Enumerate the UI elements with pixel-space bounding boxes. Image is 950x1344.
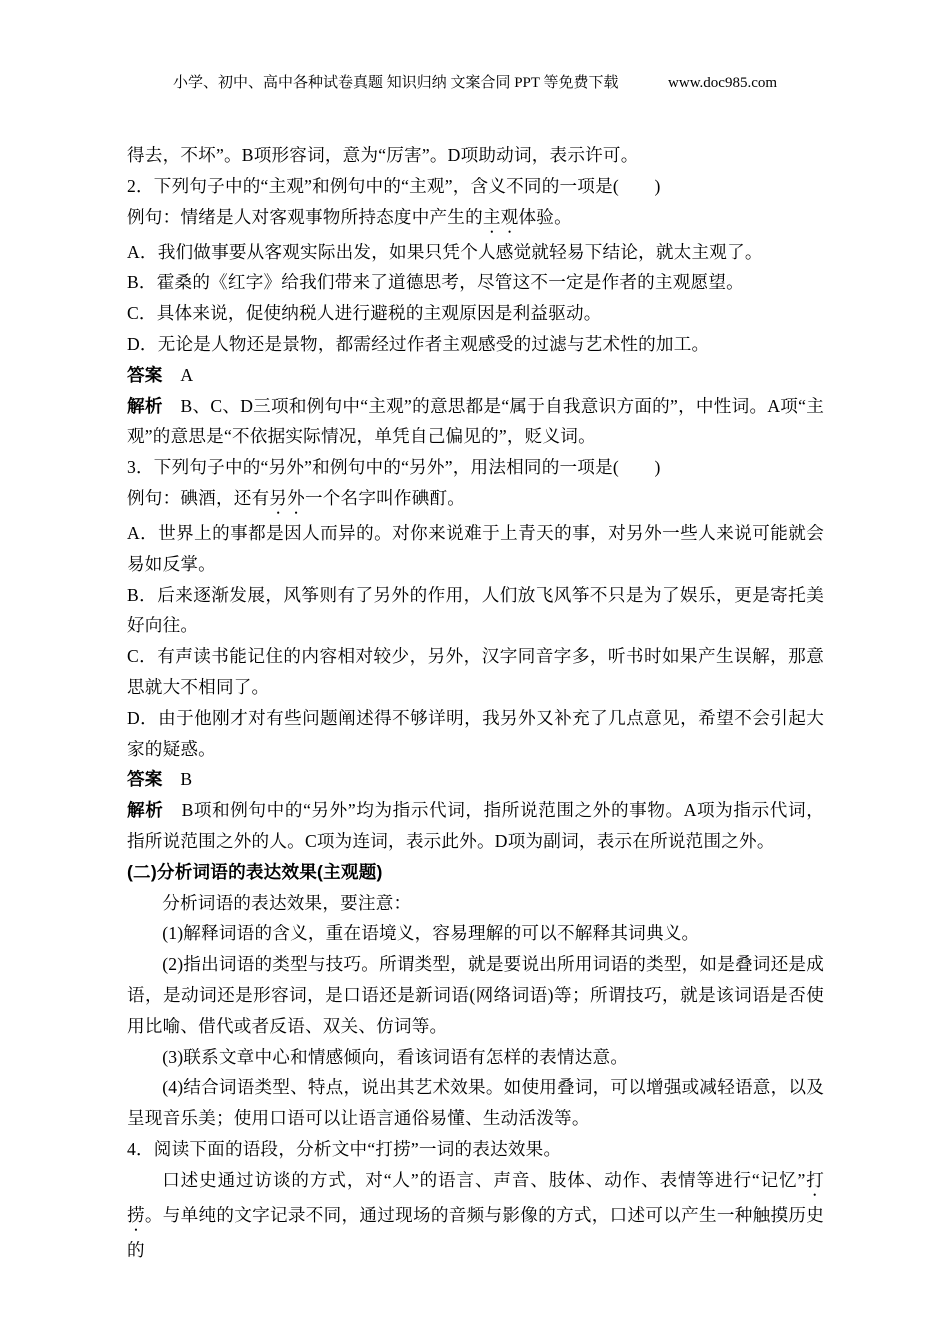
question-2-example (127, 202, 824, 237)
text-run: B、C、D三项和例句中“主观”的意思都是“属于自我意识方面的”，中性词。A项“主观”的意思是“不依据实际情况，单凭自己偏见的”，贬义词。 (127, 395, 824, 447)
emphasized-text: 主观 (482, 206, 519, 227)
text-run: (1)解释词语的含义，重在语境义，容易理解的可以不解释其词典义。 (162, 923, 700, 944)
question-3-option-c (127, 641, 824, 703)
text-run: B．霍桑的《红字》给我们带来了道德思考，尽管这不一定是作者的主观愿望。 (127, 272, 744, 293)
text-run: A (162, 364, 194, 385)
emphasized-text: 打捞 (127, 1169, 825, 1225)
question-3-analysis (127, 795, 824, 857)
question-2-stem (127, 171, 824, 202)
question-3-option-b (127, 580, 824, 642)
guide-intro (127, 888, 824, 919)
question-3-option-d (127, 703, 824, 765)
header-url: www.doc985.com (668, 75, 778, 91)
text-run: B (162, 769, 193, 790)
text-run: B项和例句中的“另外”均为指示代词，指所说范围之外的事物。A项为指示代词，指所说范围之外的人。C项为连词，表示此外。D项为副词，表示在所说范围之外。 (127, 800, 824, 851)
emphasized-text: 另外 (269, 487, 305, 508)
question-2-answer (127, 360, 824, 391)
text-run: 口述史通过访谈的方式，对“人”的语言、声音、肢体、动作、表情等进行“记忆” (162, 1169, 806, 1190)
text-run: C．具体来说，促使纳税人进行避税的主观原因是利益驱动。 (127, 303, 602, 324)
header-slogan: 小学、初中、高中各种试卷真题 知识归纳 文案合同 PPT 等免费下载 (172, 75, 619, 91)
question-4-stem (127, 1134, 824, 1165)
page-header (0, 71, 950, 92)
text-run: 。与单纯的文字记录不同，通过现场的音频与影像的方式，口述可以产生一种触摸历史的 (127, 1204, 824, 1260)
question-3-answer (127, 764, 824, 795)
text-run: 2．下列句子中的“主观”和例句中的“主观”，含义不同的一项是( ) (127, 175, 661, 196)
text-run: (2)指出词语的类型与技巧。所谓类型，就是要说出所用词语的类型，如是叠词还是成语，是动词还是形容词，是口语还是新词语(网络词语)等；所谓技巧，就是该词语是否使用比喻、借代或者反语、双关、仿词等。 (127, 954, 824, 1036)
text-run: C．有声读书能记住的内容相对较少，另外，汉字同音字多，听书时如果产生误解，那意思就大不相同了。 (127, 646, 824, 697)
text-run: 3．下列句子中的“另外”和例句中的“另外”，用法相同的一项是( ) (127, 457, 661, 478)
text-run: A．世界上的事都是因人而异的。对你来说难于上青天的事，对另外一些人来说可能就会易如反掌。 (127, 522, 824, 574)
question-3-option-a (127, 518, 824, 580)
guide-point-3 (127, 1042, 824, 1073)
question-2-analysis (127, 391, 824, 453)
text-run: 例句：情绪是人对客观事物所持态度中产生的 (127, 206, 483, 227)
question-4-passage (127, 1165, 824, 1266)
answer-label: 答案 (127, 769, 163, 790)
guide-point-2 (127, 949, 824, 1041)
guide-point-1 (127, 918, 824, 949)
text-run: B．后来逐渐发展，风筝则有了另外的作用，人们放飞风筝不只是为了娱乐，更是寄托美好向往。 (127, 584, 824, 636)
text-run: 分析词语的表达效果，要注意： (162, 892, 412, 913)
question-3-example (127, 483, 824, 518)
section-heading (127, 857, 824, 888)
text-run: A．我们做事要从客观实际出发，如果只凭个人感觉就轻易下结论，就太主观了。 (127, 241, 763, 262)
question-2-option-d (127, 329, 824, 360)
text-run: 得去，不坏”。B项形容词，意为“厉害”。D项助动词，表示许可。 (127, 145, 639, 165)
text-run: 一个名字叫作碘酊。 (304, 487, 466, 508)
guide-point-4 (127, 1072, 824, 1134)
answer-label: 解析 (127, 395, 163, 416)
question-2-option-b (127, 267, 824, 298)
text-run: D．无论是人物还是景物，都需经过作者主观感受的过滤与艺术性的加工。 (127, 333, 710, 354)
question-2-option-c (127, 298, 824, 329)
continued-analysis-text (127, 140, 824, 171)
text-run: 4．阅读下面的语段，分析文中“打捞”一词的表达效果。 (127, 1138, 562, 1159)
text-run: (4)结合词语类型、特点，说出其艺术效果。如使用叠词，可以增强或减轻语意，以及呈现音乐美；使用口语可以让语言通俗易懂、生动活泼等。 (127, 1077, 824, 1129)
question-2-option-a (127, 237, 824, 268)
text-run: 体验。 (518, 206, 572, 227)
text-run: D．由于他刚才对有些问题阐述得不够详明，我另外又补充了几点意见，希望不会引起大家的疑惑。 (127, 707, 824, 759)
answer-label: 答案 (127, 364, 163, 385)
text-run: 例句：碘酒，还有 (127, 487, 270, 508)
question-3-stem (127, 452, 824, 483)
text-run: (二)分析词语的表达效果(主观题) (127, 861, 383, 882)
document-body (127, 140, 824, 1266)
answer-label: 解析 (127, 800, 164, 821)
text-run: (3)联系文章中心和情感倾向，看该词语有怎样的表情达意。 (162, 1046, 629, 1067)
